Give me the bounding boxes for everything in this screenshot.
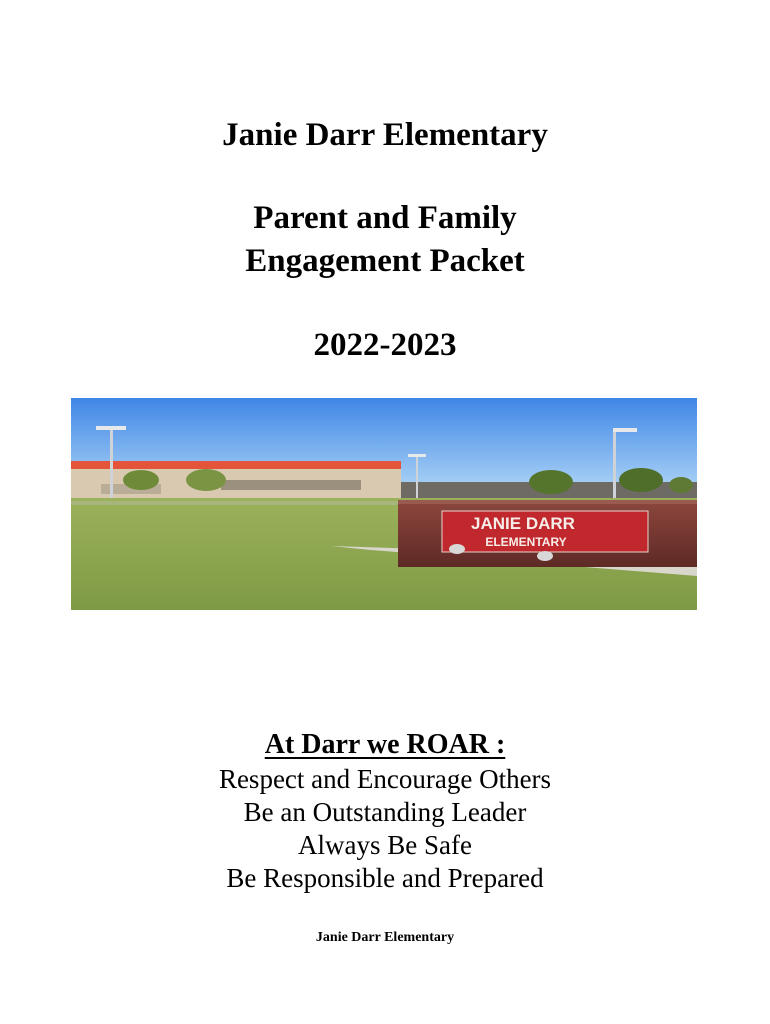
motto-line-safe: Always Be Safe [298, 830, 472, 860]
building-roof-stripe [71, 461, 401, 469]
sign-text-line-2: ELEMENTARY [485, 535, 567, 549]
school-photo [71, 398, 697, 610]
motto-line-outstanding: Be an Outstanding Leader [243, 797, 527, 827]
school-year: 2022-2023 [313, 327, 457, 363]
spotlight [449, 544, 465, 554]
page-footer: Janie Darr Elementary [315, 930, 455, 945]
school-title: Janie Darr Elementary [222, 117, 548, 153]
motto-heading: At Darr we ROAR : [264, 729, 506, 760]
motto-line-respect: Respect and Encourage Others [218, 764, 552, 794]
spotlight [537, 551, 553, 561]
packet-title-line-1: Parent and Family [253, 200, 517, 236]
sign-text-line-1: JANIE DARR [471, 514, 575, 533]
packet-title-line-2: Engagement Packet [245, 243, 525, 279]
light-pole [110, 428, 113, 498]
motto-line-responsible: Be Responsible and Prepared [226, 863, 544, 893]
